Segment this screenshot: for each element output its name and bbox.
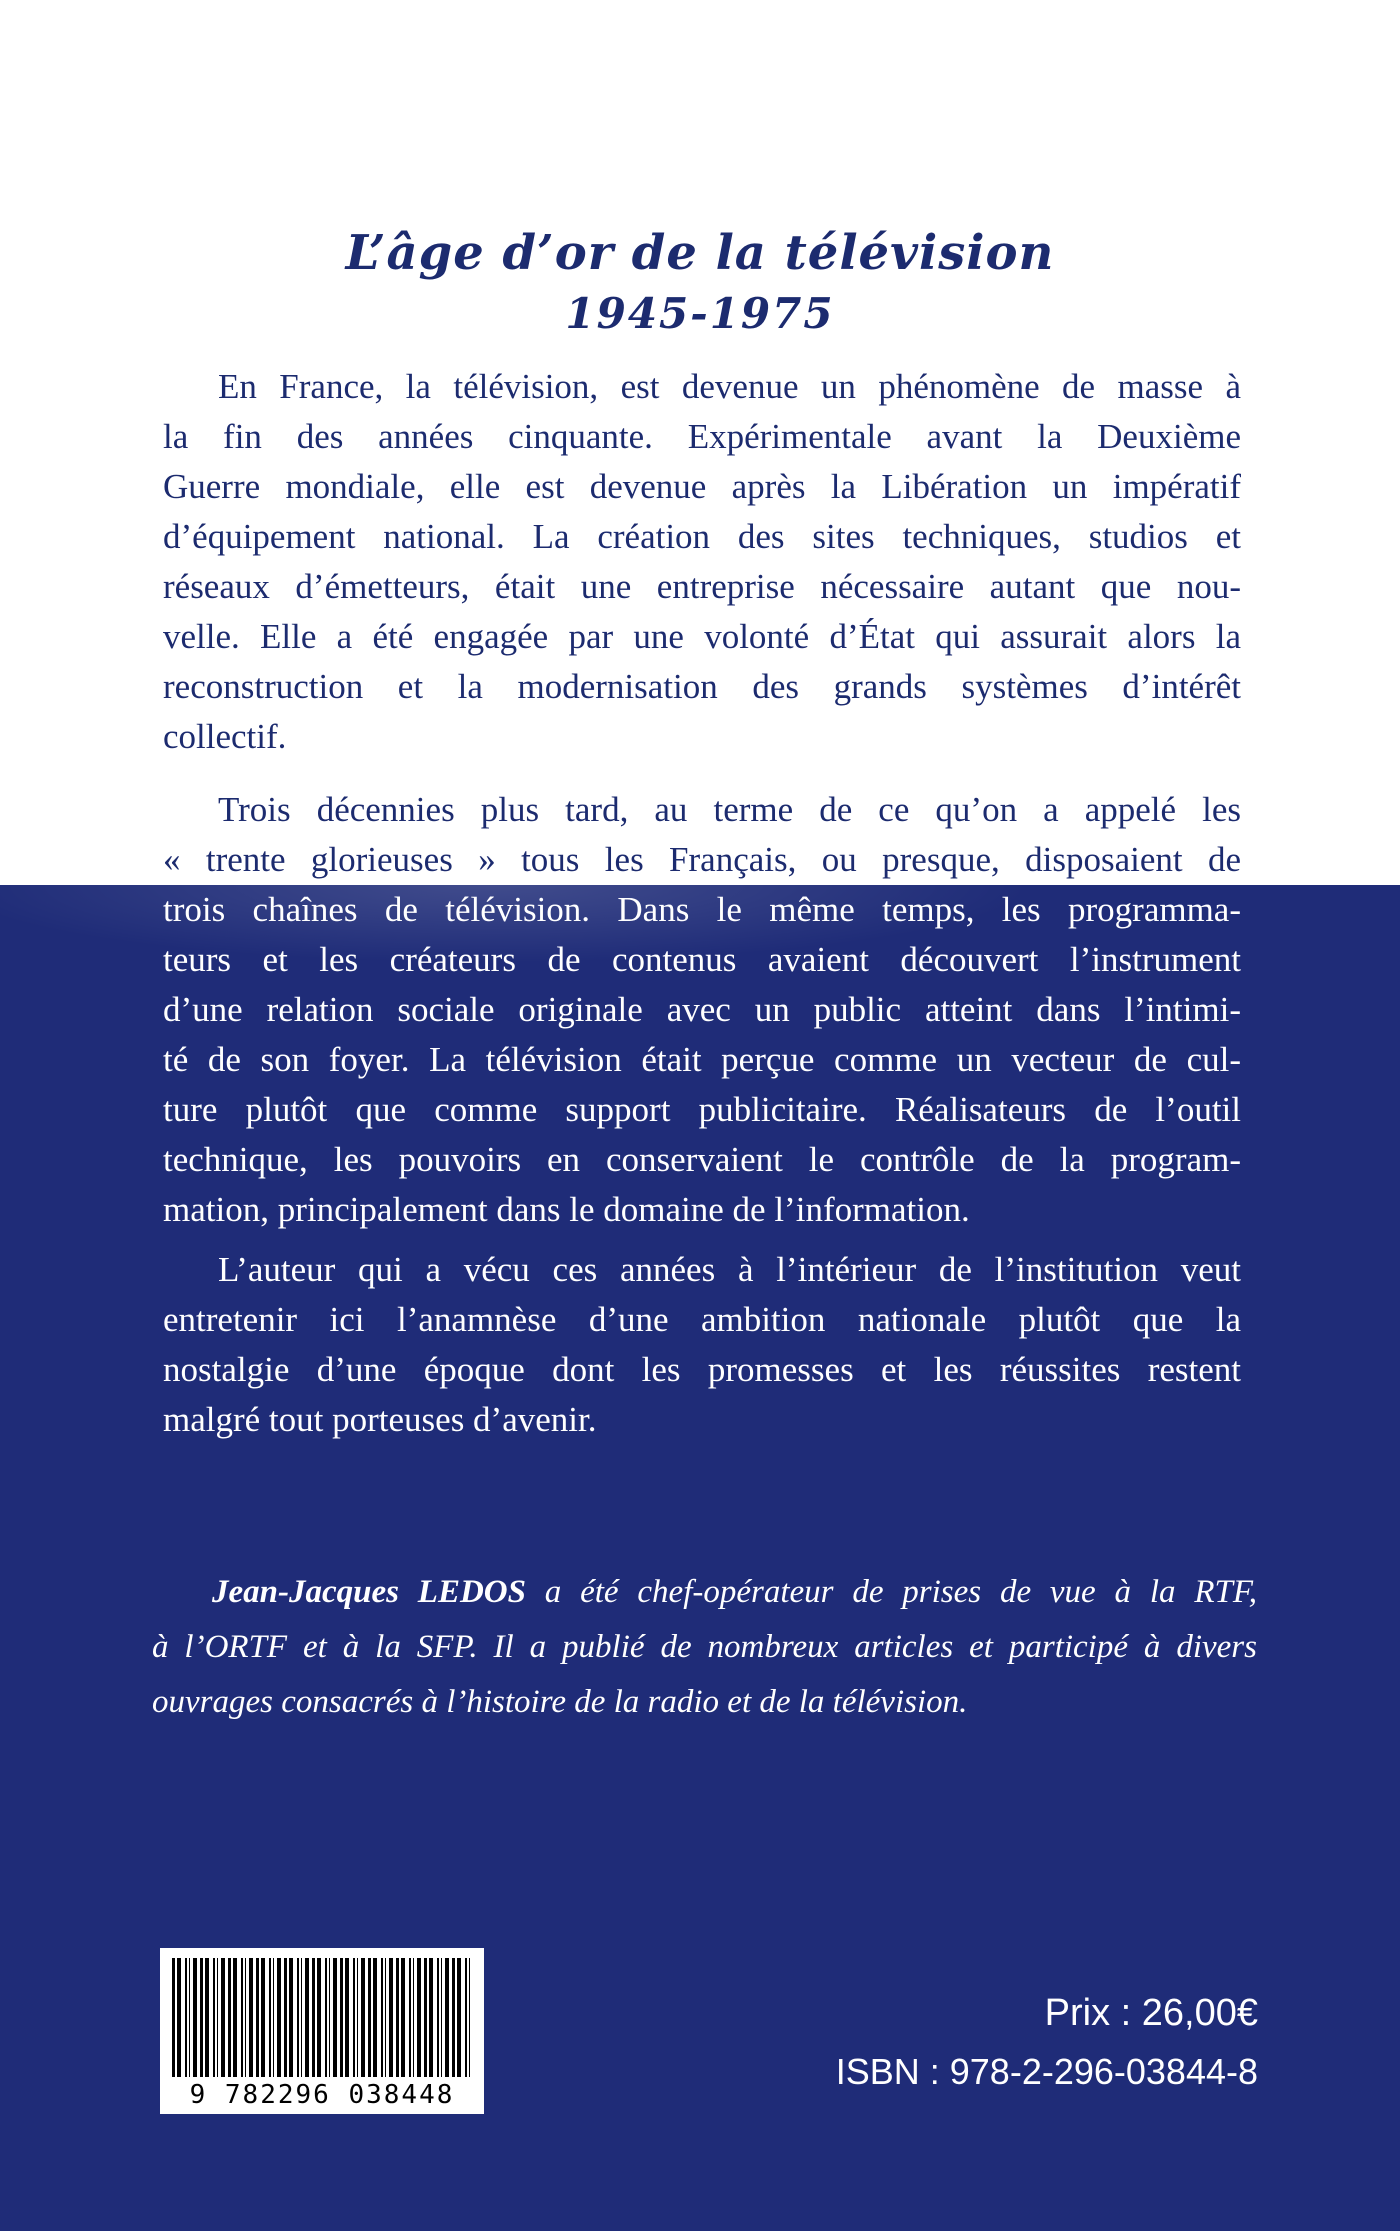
book-title: L’âge d’or de la télévision — [345, 225, 1055, 281]
text-line: L’auteur qui a vécu ces années à l’intérieur de l’institution veut — [218, 1250, 1241, 1289]
pricing-block — [836, 1992, 1258, 2093]
text-line: trois chaînes de télévision. Dans le même temps, les programma- — [163, 890, 1241, 929]
text-line: nostalgie d’une époque dont les promesses et les réussites restent — [163, 1350, 1241, 1389]
title-block — [0, 225, 1400, 338]
author-name: Jean-Jacques LEDOS — [212, 1574, 526, 1610]
bio-line: ouvrages consacrés à l’histoire de la radio et de la télévision. — [152, 1684, 968, 1720]
text-line: d’une relation sociale originale avec un public atteint dans l’intimi- — [163, 990, 1241, 1029]
text-line: En France, la télévision, est devenue un phénomène de masse à — [218, 367, 1241, 406]
text-line: Trois décennies plus tard, au terme de ce qu’on a appelé les — [218, 790, 1241, 829]
bio-line — [152, 1565, 1257, 1620]
barcode-digits: 9 782296 038448 — [189, 2080, 455, 2110]
text-line: Guerre mondiale, elle est devenue après la Libération un impératif — [163, 467, 1241, 506]
text-line: collectif. — [163, 717, 287, 756]
text-line: la fin des années cinquante. Expérimentale avant la Deuxième — [163, 417, 1241, 456]
text-line: teurs et les créateurs de contenus avaient découvert l’instrument — [163, 940, 1241, 979]
paragraph-1 — [163, 362, 1241, 762]
isbn: ISBN : 978-2-296-03844-8 — [835, 2051, 1258, 2092]
text-line: « trente glorieuses » tous les Français, ou presque, disposaient de — [163, 840, 1241, 879]
text-line: technique, les pouvoirs en conservaient le contrôle de la program- — [163, 1140, 1241, 1179]
text-line: velle. Elle a été engagée par une volonté d’État qui assurait alors la — [163, 617, 1241, 656]
bio-line: à l’ORTF et à la SFP. Il a publié de nombreux articles et participé à divers — [152, 1629, 1257, 1665]
text-line: mation, principalement dans le domaine de l’information. — [163, 1190, 970, 1229]
paragraph-3 — [163, 1245, 1241, 1445]
text-line: réseaux d’émetteurs, était une entreprise nécessaire autant que nou- — [163, 567, 1241, 606]
text-line: té de son foyer. La télévision était perçue comme un vecteur de cul- — [163, 1040, 1241, 1079]
text-line: entretenir ici l’anamnèse d’une ambition nationale plutôt que la — [163, 1300, 1241, 1339]
barcode-bars — [172, 1958, 472, 2077]
text-line: reconstruction et la modernisation des grands systèmes d’intérêt — [163, 667, 1241, 706]
text-line: malgré tout porteuses d’avenir. — [163, 1400, 597, 1439]
book-subtitle-years: 1945-1975 — [565, 289, 835, 338]
paragraph-2 — [163, 785, 1241, 1235]
barcode — [160, 1948, 484, 2114]
author-bio — [152, 1565, 1257, 1730]
price: Prix : 26,00€ — [1044, 1992, 1258, 2034]
bio-line-text: a été chef-opérateur de prises de vue à la RTF, — [525, 1574, 1257, 1610]
text-line: d’équipement national. La création des sites techniques, studios et — [163, 517, 1241, 556]
text-line: ture plutôt que comme support publicitaire. Réalisateurs de l’outil — [163, 1090, 1241, 1129]
